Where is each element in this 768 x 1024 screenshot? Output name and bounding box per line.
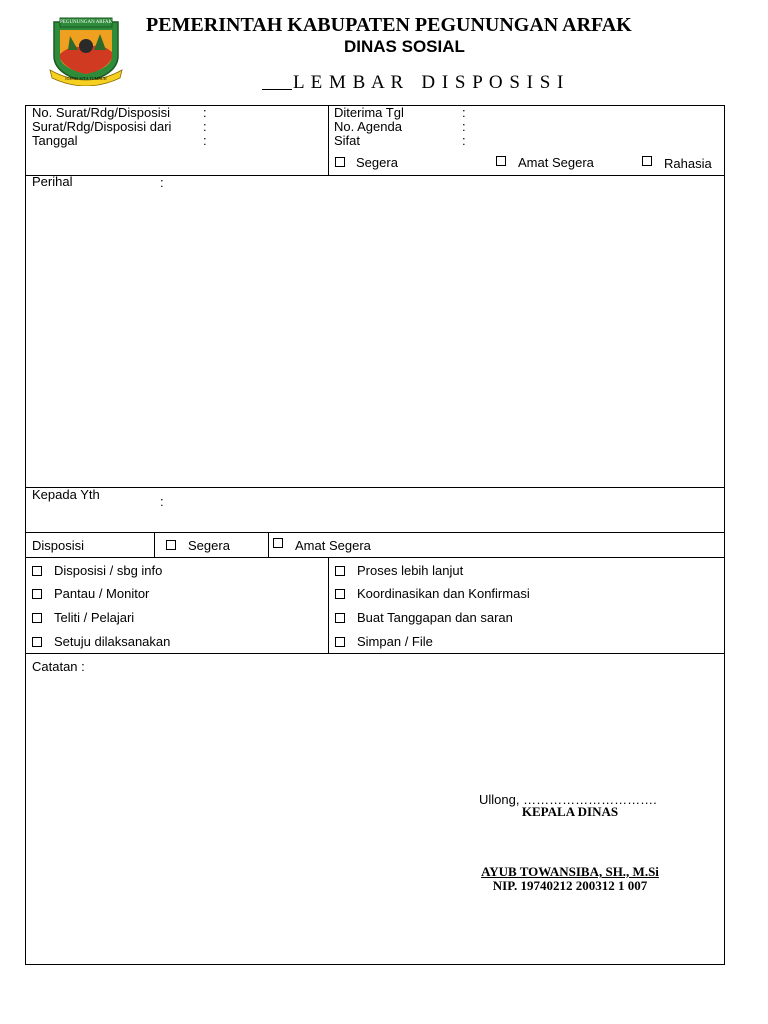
disposisi-amat-segera-label: Amat Segera (295, 538, 371, 553)
catatan-content-area[interactable] (26, 676, 456, 956)
field-label-no-agenda: No. Agenda (334, 119, 402, 134)
divider-disposisi-v2 (268, 532, 269, 557)
field-sep-no-agenda: : (462, 119, 466, 134)
field-sep-no-surat: : (203, 105, 207, 120)
instruction-checkbox[interactable] (32, 589, 42, 599)
sifat-amat-segera-checkbox[interactable] (496, 156, 506, 166)
instruction-checkbox[interactable] (335, 613, 345, 623)
divider-instructions-vertical (328, 557, 329, 653)
form-title-underline (262, 89, 292, 90)
instruction-label: Proses lebih lanjut (357, 563, 464, 578)
signature-position: KEPALA DINAS (521, 804, 619, 819)
instruction-checkbox[interactable] (335, 589, 345, 599)
instruction-label: Simpan / File (357, 634, 433, 649)
signature-place-date: Ullong, …………………………. (479, 792, 657, 807)
perihal-sep: : (160, 175, 164, 190)
regency-logo (46, 16, 126, 86)
institution-title: PEMERINTAH KABUPATEN PEGUNUNGAN ARFAK (146, 14, 632, 36)
field-label-tanggal: Tanggal (32, 133, 78, 148)
instruction-checkbox[interactable] (32, 613, 42, 623)
divider-disposisi-v1 (154, 532, 155, 557)
catatan-label: Catatan : (32, 659, 85, 674)
logo-motto-text: IGENIS KITA TUMBUH (65, 76, 107, 81)
form-title: L E M B A R D I S P O S I S I (293, 72, 565, 93)
divider-instructions (25, 557, 725, 558)
disposisi-segera-label: Segera (188, 538, 230, 553)
field-label-no-surat: No. Surat/Rdg/Disposisi (32, 105, 170, 120)
divider-kepada (25, 487, 725, 488)
sifat-segera-label: Segera (356, 155, 398, 170)
divider-catatan (25, 653, 725, 654)
disposisi-amat-segera-checkbox[interactable] (273, 538, 283, 548)
instruction-label: Buat Tanggapan dan saran (357, 610, 513, 625)
field-sep-sifat: : (462, 133, 466, 148)
field-label-surat-dari: Surat/Rdg/Disposisi dari (32, 119, 172, 134)
sifat-rahasia-checkbox[interactable] (642, 156, 652, 166)
disposisi-segera-checkbox[interactable] (166, 540, 176, 550)
signature-nip: NIP. 19740212 200312 1 007 (492, 878, 648, 893)
department-title: DINAS SOSIAL (344, 37, 465, 56)
instruction-label: Disposisi / sbg info (54, 563, 163, 578)
sifat-segera-checkbox[interactable] (335, 157, 345, 167)
instruction-label: Teliti / Pelajari (54, 610, 135, 625)
signature-name: AYUB TOWANSIBA, SH., M.Si (481, 864, 659, 879)
sifat-rahasia-label: Rahasia (664, 156, 712, 171)
logo-banner-text: PEGUNUNGAN ARFAK (60, 20, 112, 25)
perihal-content-area[interactable] (26, 192, 724, 486)
field-sep-diterima: : (462, 105, 466, 120)
perihal-label: Perihal (32, 174, 73, 189)
instruction-label: Koordinasikan dan Konfirmasi (357, 586, 530, 601)
instruction-checkbox[interactable] (32, 566, 42, 576)
divider-perihal (25, 175, 725, 176)
instruction-label: Setuju dilaksanakan (54, 634, 171, 649)
divider-top-vertical (328, 105, 329, 175)
disposisi-label: Disposisi (32, 538, 85, 553)
divider-disposisi (25, 532, 725, 533)
field-sep-surat-dari: : (203, 119, 207, 134)
instruction-label: Pantau / Monitor (54, 586, 150, 601)
instruction-checkbox[interactable] (335, 637, 345, 647)
instruction-checkbox[interactable] (335, 566, 345, 576)
instruction-checkbox[interactable] (32, 637, 42, 647)
field-label-sifat: Sifat (334, 133, 361, 148)
field-label-diterima: Diterima Tgl (334, 105, 404, 120)
kepada-label: Kepada Yth (32, 487, 100, 502)
kepada-sep: : (160, 494, 164, 509)
sifat-amat-segera-label: Amat Segera (518, 155, 594, 170)
field-sep-tanggal: : (203, 133, 207, 148)
